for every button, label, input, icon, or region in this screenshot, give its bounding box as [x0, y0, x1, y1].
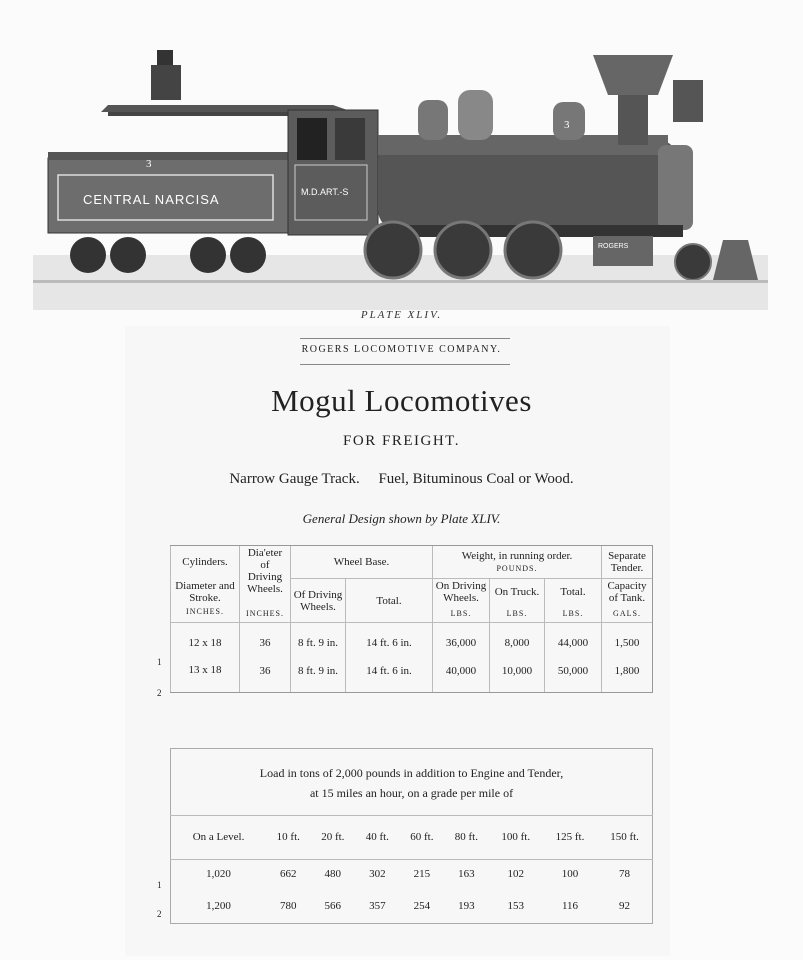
header-wheel-base: Wheel Base.: [291, 546, 433, 579]
load-table: [170, 748, 653, 924]
row1-tank: 1,500: [602, 623, 653, 651]
header-tender: Separate Tender.: [602, 546, 653, 579]
header-cylinders-sub: Diameter and Stroke.: [171, 579, 240, 606]
load-cell: 92: [619, 899, 631, 912]
load-cell: 254: [413, 899, 431, 912]
load-column-header: 10 ft.: [266, 816, 311, 860]
row2-tank: 1,800: [602, 650, 653, 693]
load-column-header: 60 ft.: [400, 816, 445, 860]
load-heading: [171, 749, 653, 816]
spec-row-number: 1: [157, 657, 162, 667]
page-subtitle: FOR FREIGHT.: [343, 433, 460, 449]
load-cell: 193: [458, 899, 475, 912]
unit-lbs-total: LBS.: [545, 605, 602, 623]
load-row-number: 2: [157, 909, 162, 919]
row1-cylinders: 12 x 18: [171, 623, 240, 651]
row2-diameter: 36: [240, 650, 291, 693]
row2-wb-driving: 8 ft. 9 in.: [291, 650, 346, 693]
weight-unit: POUNDS.: [496, 563, 538, 573]
load-cell: 78: [619, 868, 631, 881]
unit-diameter: INCHES.: [240, 605, 291, 623]
load-cell: 302: [369, 868, 386, 881]
header-driving-diameter: Dia'eter of Driving Wheels.: [240, 546, 291, 606]
load-cell: 1,200: [206, 899, 231, 912]
unit-cylinders: INCHES.: [171, 605, 240, 623]
tagline-fuel: Fuel, Bituminous Coal or Wood.: [378, 471, 574, 487]
weight-label: Weight, in running order.: [461, 549, 573, 562]
header-wb-driving: Of Driving Wheels.: [291, 579, 346, 623]
load-cell: 566: [324, 899, 342, 912]
maker-plate: ROGERS: [598, 243, 629, 250]
load-cell: 480: [324, 868, 342, 881]
header-cylinders: Cylinders.: [171, 546, 240, 579]
load-column-header: On a Level.: [171, 816, 267, 860]
design-note: General Design shown by Plate XLIV.: [302, 511, 501, 526]
tagline: [0, 471, 803, 488]
locomotive-photo: [33, 40, 768, 310]
unit-lbs-driving: LBS.: [433, 605, 490, 623]
unit-lbs-truck: LBS.: [490, 605, 545, 623]
load-cell: 116: [561, 899, 579, 912]
table-row: [171, 890, 653, 924]
header-wb-total: Total.: [346, 579, 433, 623]
row1-on-truck: 8,000: [490, 623, 545, 651]
row1-diameter: 36: [240, 623, 291, 651]
row2-wb-total: 14 ft. 6 in.: [346, 650, 433, 693]
top-rule: [300, 338, 510, 339]
load-heading-line2: at 15 miles an hour, on a grade per mile of: [309, 786, 514, 800]
load-column-header: 20 ft.: [311, 816, 356, 860]
load-cell: 153: [507, 899, 524, 912]
load-cell: 163: [458, 868, 475, 881]
row2-total: 50,000: [545, 650, 602, 693]
load-cell: 780: [280, 899, 297, 912]
cab-lettering: M.D.ART.-S: [301, 187, 349, 197]
locomotive-illustration: [33, 40, 768, 310]
header-capacity: Capacity of Tank.: [602, 579, 653, 606]
row2-cylinders: 13 x 18: [171, 650, 240, 693]
load-column-header: 150 ft.: [597, 816, 652, 860]
tender-number: 3: [146, 158, 152, 170]
load-column-header: 40 ft.: [355, 816, 400, 860]
header-on-truck: On Truck.: [490, 579, 545, 606]
page-title: Mogul Locomotives: [271, 383, 532, 418]
load-row-number: 1: [157, 880, 162, 890]
load-cell: 662: [280, 868, 297, 881]
load-cell: 357: [369, 899, 386, 912]
row1-wb-driving: 8 ft. 9 in.: [291, 623, 346, 651]
load-column-header: 100 ft.: [489, 816, 543, 860]
unit-gals: GALS.: [602, 605, 653, 623]
load-cell: 100: [561, 868, 579, 881]
load-column-header: 80 ft.: [444, 816, 489, 860]
row2-on-driving: 40,000: [433, 650, 490, 693]
header-on-driving: On Driving Wheels.: [433, 579, 490, 606]
row1-total: 44,000: [545, 623, 602, 651]
row1-wb-total: 14 ft. 6 in.: [346, 623, 433, 651]
company-rule: [300, 364, 510, 365]
tender-name: CENTRAL NARCISA: [83, 192, 220, 207]
company-name: ROGERS LOCOMOTIVE COMPANY.: [301, 344, 502, 355]
spec-row-number: 2: [157, 688, 162, 698]
load-cell: 102: [507, 868, 524, 881]
load-cell: 1,020: [206, 868, 231, 881]
dome-number: 3: [564, 119, 570, 131]
table-row: [171, 623, 653, 651]
header-weight: [433, 546, 602, 579]
spec-table: [170, 545, 653, 693]
table-row: [171, 650, 653, 693]
load-column-header: 125 ft.: [543, 816, 597, 860]
load-cell: 215: [413, 868, 431, 881]
plate-caption: PLATE XLIV.: [360, 309, 443, 321]
load-heading-line1: Load in tons of 2,000 pounds in addition to Engine and Tender,: [259, 766, 564, 780]
tagline-gauge: Narrow Gauge Track.: [229, 471, 360, 487]
header-weight-total: Total.: [545, 579, 602, 606]
row1-on-driving: 36,000: [433, 623, 490, 651]
row2-on-truck: 10,000: [490, 650, 545, 693]
table-row: [171, 860, 653, 890]
